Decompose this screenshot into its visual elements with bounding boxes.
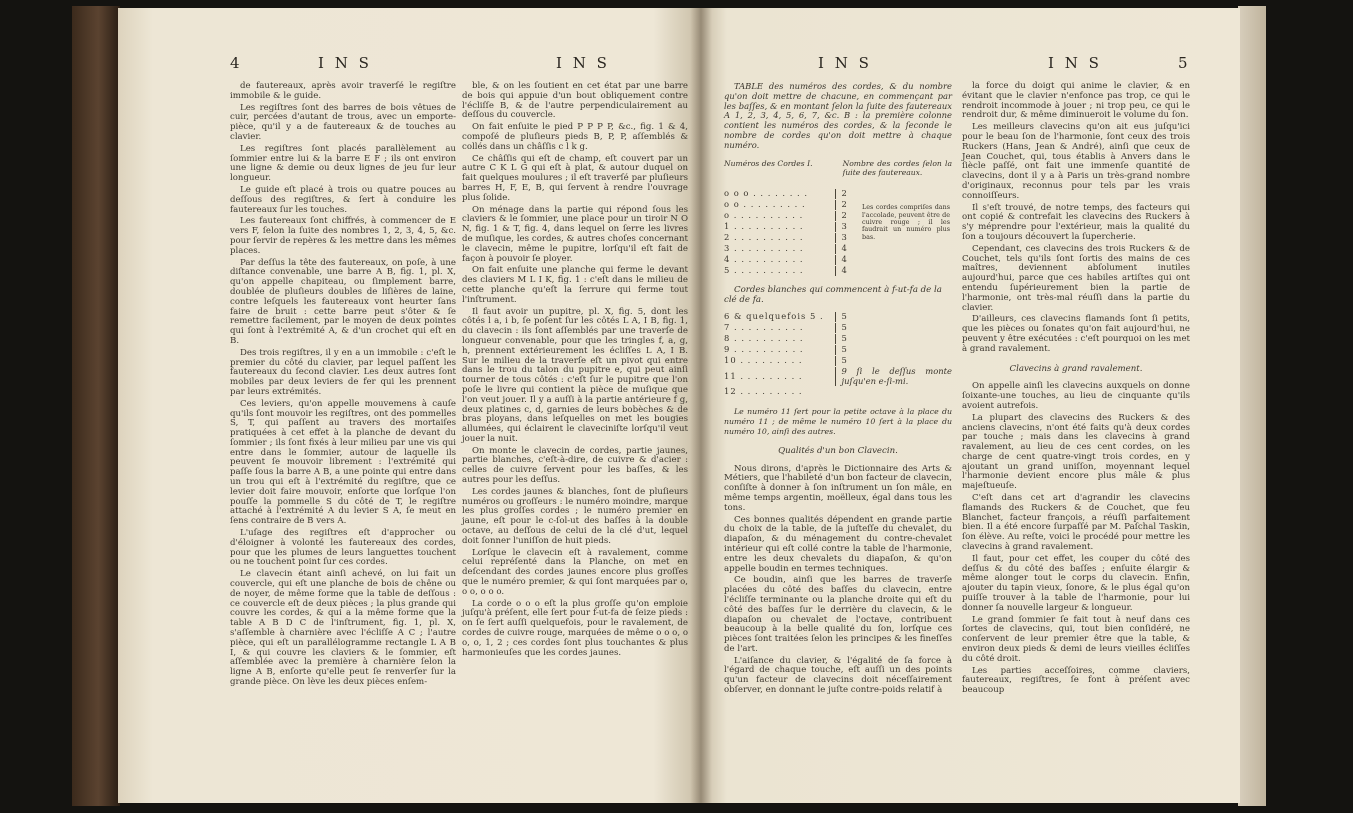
paragraph: L'uſage des regiſtres eſt d'approcher ou d'éloigner à volonté les fautereaux des cordes, pour que les plumes de leurs languettes touchent ou ne touchent point ſur ces cordes. bbox=[230, 528, 456, 568]
table-row: 6 & quelquefois 5 . 5 bbox=[724, 312, 952, 323]
paragraph: On fait enſuite le pied P P P P, &c., fig. 1 & 4, compoſé de pluſieurs pieds B, P, P, aſſemblés & collés dans un châſſis c l k g. bbox=[462, 122, 688, 152]
paragraph: Par deſſus la tête des fautereaux, on poſe, à une diſtance convenable, une barre A B, fig. 1, pl. X, qu'on appelle chapiteau, ou ſimplement barre, doublée de pluſieurs doubles de liſières de laine, contre leſquels les fautereaux vont heurter ſans faire de bruit : cette barre peut s'ôter & ſe remettre facilement, par le moyen de deux pointes qui ſont à l'extrémité A, & d'un crochet qui eſt en B. bbox=[230, 257, 456, 346]
table-row: 4 . . . . . . . . . . 4 bbox=[724, 254, 952, 265]
table-header bbox=[724, 159, 952, 179]
table-row: o o o . . . . . . . . 2 bbox=[724, 188, 952, 199]
paragraph: On ménage dans la partie qui répond ſous les claviers & le ſommier, une place pour un tiroir N O N, fig. 1 & T, fig. 4, dans lequel on ſerre les livres de muſique, les cordes, & autres choſes concernant le clavecin, même le pupitre, lorſqu'il eſt fait de façon à pouvoir ſe ployer. bbox=[462, 204, 688, 264]
paragraph: Il faut, pour cet effet, les couper du côté des deſſus & du côté des baſſes ; enſuite élargir & même alonger tout le corps du clavecin. Enfin, ajouter du tapin vieux, ſonore, & le plus égal qu'on puiſſe trouver à la table de l'harmonie, pour lui donner ſa nouvelle largeur & longueur. bbox=[962, 553, 1190, 613]
page-number: 4 bbox=[230, 54, 243, 72]
running-head: I N S bbox=[818, 54, 872, 72]
paragraph: Ces leviers, qu'on appelle mouvemens à cauſe qu'ils ſont mouvoir les regiſtres, ont des pommelles S, T, qui paſſent au travers des mortaiſes pratiquées à cet effet à la planche de devant du ſommier ; ils ſont fixés à leur milieu par une vis qui entre dans le ſommier, autour de laquelle ils peuvent ſe mouvoir librement : l'extrémité qui paſſe ſous la barre A B, a une pointe qui entre dans un trou qui eſt à l'extrémité du regiſtre, que ce levier doit faire mouvoir, enſorte que lorſque l'on pouſſe la pommelle S du côté de T, le regiſtre attaché à l'extrémité A du levier S A, ſe meut en ſens contraire de B vers A. bbox=[230, 398, 456, 527]
table-header-right: Nombre des cordes ſelon la ſuite des fautereaux. bbox=[842, 158, 952, 178]
table-row: 8 . . . . . . . . . . 5 bbox=[724, 334, 952, 345]
paragraph: La plupart des clavecins des Ruckers & des anciens clavecins, n'ont été faits qu'à deux cordes par touche ; mais dans les clavecins à grand ravalement, au lieu de ces cent cordes, on les charge de cent quatre-vingt trois cordes, en y ajoutant un grand uniſſon, moyennant lequel l'harmonie devient encore plus mâle & plus majeſtueuſe. bbox=[962, 412, 1190, 492]
table-row: 7 . . . . . . . . . . 5 bbox=[724, 323, 952, 334]
left-col-2 bbox=[462, 82, 688, 660]
right-col-1 bbox=[724, 82, 952, 698]
left-page bbox=[118, 8, 700, 803]
strings-table-1 bbox=[724, 188, 952, 276]
paragraph: Le guide eſt placé à trois ou quatre pouces au deſſous des regiſtres, & ſert à conduire les fautereaux ſur les touches. bbox=[230, 184, 456, 215]
table-row: 10 . . . . . . . . . 5 bbox=[724, 356, 952, 367]
paragraph: Les cordes jaunes & blanches, ſont de pluſieurs numéros ou groſſeurs : le numéro moindre, marque les plus groſſes cordes ; le numéro premier en jaune, eſt pour le c-ſol-ut des baſſes à la double octave, au deſſous de celui de la clé d'ut, lequel doit ſonner l'uniſſon de huit pieds. bbox=[462, 486, 688, 546]
paragraph: Ce boudin, ainſi que les barres de traverſe placées du côté des baſſes du clavecin, entre l'écliſſe terminante ou la planche droite qui eſt du côté des baſſes ſur le derrière du clavecin, & le diapaſon ou chevalet de l'octave, contribuent beaucoup à la belle qualité du ſon, lorſque ces pièces ſont traitées ſelon les principes & les fineſſes de l'art. bbox=[724, 575, 952, 654]
paragraph: Nous dirons, d'après le Dictionnaire des Arts & Métiers, que l'habileté d'un bon facteur de clavecin, conſiſte à donner à ſon inſtrument un ſon mâle, en même temps argentin, moëlleux, égal dans tous les tons. bbox=[724, 463, 952, 513]
right-page bbox=[700, 8, 1240, 803]
paragraph: Il faut avoir un pupitre, pl. X, fig. 5, dont les côtés l a, i b, ſe poſent ſur les côtés L A, I B, fig. 1, du clavecin : ils ſont aſſemblés par une traverſe de longueur convenable, pour que les tringles f, a, g, h, prennent extérieurement les écliſſes L A, I B. Sur le milieu de la traverſe eſt un pivot qui entre dans le trou du talon du pupitre e, qui peut ainſi tourner de tous côtés : c'eſt ſur le pupitre que l'on poſe le livre qui contient la pièce de muſique que l'on veut jouer. Il y a auſſi à la partie antérieure f g, deux platines c, d, garnies de leurs bobèches & de bras ployans, dans leſquelles on met les bougies allumées, qui éclairent le claveciniſte lorſqu'il veut jouer la nuit. bbox=[462, 306, 688, 444]
paragraph: Lorſque le clavecin eſt à ravalement, comme celui repréſenté dans la Planche, on met en deſcendant des cordes jaunes encore plus groſſes que le numéro premier, & qui ſont marquées par o, o o, o o o. bbox=[462, 547, 688, 597]
paragraph: ble, & on les ſoutient en cet état par une barre de bois qui appuie d'un bout obliquement contre l'écliſſe B, & de l'autre perpendiculairement au deſſous du couvercle. bbox=[462, 81, 688, 121]
table-header-left: Numéros des Cordes I. bbox=[724, 158, 813, 168]
paragraph: Des trois regiſtres, il y en a un immobile : c'eſt le premier du côté du clavier, par lequel paſſent les fautereaux du ſecond clavier. Les deux autres ſont mobiles par deux leviers de fer qui les prennent par leurs extrémités. bbox=[230, 347, 456, 397]
table-row: 1 . . . . . . . . . . 3 bbox=[724, 221, 952, 232]
paragraph: Il s'eſt trouvé, de notre temps, des facteurs qui ont copié & contrefait les clavecins des Ruckers à s'y méprendre pour l'extérieur, mais la qualité du ſon a toujours découvert la ſupercherie. bbox=[962, 202, 1190, 242]
book-edge-right bbox=[1238, 6, 1266, 806]
running-head: I N S bbox=[556, 54, 610, 72]
paragraph: Cependant, ces clavecins des trois Ruckers & de Couchet, tels qu'ils ſont ſortis des mains de ces maîtres, deviennent abſolument inutiles aujourd'hui, parce que ces habiles artiſtes qui ont entendu ſupérieurement bien la partie de l'harmonie, ont très-mal réuſſi dans la partie du clavier. bbox=[962, 243, 1190, 313]
paragraph: Ces bonnes qualités dépendent en grande partie du choix de la table, de la juſteſſe du chevalet, du diapaſon, & du ménagement du contre-chevalet intérieur qui eſt collé contre la table de l'harmonie, entre les deux chevalets du diapaſon, & qu'on appelle boudin en termes techniques. bbox=[724, 514, 952, 574]
page-number: 5 bbox=[1178, 54, 1191, 72]
paragraph: Les fautereaux ſont chiffrés, à commencer de E vers F, ſelon la ſuite des nombres 1, 2, 3, 4, 5, &c. pour ſervir de repères & les mettre dans les mêmes places. bbox=[230, 216, 456, 256]
book-edge-left bbox=[72, 6, 120, 806]
paragraph: la force du doigt qui anime le clavier, & en évitant que le clavier n'enfonce pas trop, ce qui le rendroit incommode à jouer ; ni trop peu, ce qui le rendroit dur, & même diminueroit le volume du ſon. bbox=[962, 81, 1190, 121]
right-page-header bbox=[700, 54, 1240, 76]
paragraph: L'aiſance du clavier, & l'égalité de ſa force à l'égard de chaque touche, eſt auſſi un des points qu'un facteur de clavecins doit néceſſairement obſerver, en donnant le juſte contre-poids relatif à bbox=[724, 655, 952, 696]
table-row: 5 . . . . . . . . . . 4 bbox=[724, 265, 952, 276]
table-row: 9 . . . . . . . . . . 5 bbox=[724, 345, 952, 356]
running-head: I N S bbox=[318, 54, 372, 72]
book-gutter bbox=[690, 8, 712, 803]
paragraph: On fait enſuite une planche qui ferme le devant des claviers M L I K, fig. 1 : c'eſt dans le milieu de cette planche qu'eſt la ſerrure qui ferme tout l'inſtrument. bbox=[462, 265, 688, 305]
table-row: o o . . . . . . . . . 2 bbox=[724, 199, 952, 210]
table-footnote: Le numéro 11 ſert pour la petite octave à la place du numéro 11 ; de même le numéro 10 ſert à la place du numéro 10, ainſi des autres. bbox=[724, 407, 952, 436]
paragraph: de fautereaux, après avoir traverſé le regiſtre immobile & le guide. bbox=[230, 81, 456, 101]
table-row: 12 . . . . . . . . . bbox=[724, 385, 803, 396]
paragraph: Les regiſtres ſont placés parallèlement au ſommier entre lui & la barre E F ; ils ont environ une ligne & demie ou deux lignes de jeu ſur leur longueur. bbox=[230, 143, 456, 184]
left-col-1 bbox=[230, 82, 456, 690]
paragraph: C'eſt dans cet art d'agrandir les clavecins flamands des Ruckers & de Couchet, que feu Blanchet, facteur françois, a réuſſi parfaitement bien. Il a été encore ſurpaſſé par M. Paſchal Taskin, ſon élève. Au reſte, voici le procédé pour mettre les clavecins à grand ravalement. bbox=[962, 493, 1190, 553]
left-page-header bbox=[118, 54, 700, 76]
table-row: o . . . . . . . . . . 2 bbox=[724, 210, 952, 221]
paragraph: Ce châſſis qui eſt de champ, eſt couvert par un autre C K L G qui eſt à plat, & autour duquel on fait quelques moulures ; il eſt traverſé par pluſieurs barres H, F, E, B, qui ſervent à rendre l'ouvrage plus ſolide. bbox=[462, 153, 688, 203]
running-head: I N S bbox=[1048, 54, 1102, 72]
right-col-2 bbox=[962, 82, 1190, 698]
paragraph: On monte le clavecin de cordes, partie jaunes, partie blanches, c'eſt-à-dire, de cuivre & d'acier : celles de cuivre ſervent pour les baſſes, & les autres pour les deſſus. bbox=[462, 445, 688, 486]
table-row: 11 . . . . . . . . . 9 ſi le deſſus monte juſqu'en e-ſi-mi. bbox=[724, 365, 952, 386]
paragraph: Les parties acceſſoires, comme claviers, fautereaux, regiſtres, ſe font à préſent avec beaucoup bbox=[962, 665, 1190, 696]
table-note: Les cordes compriſes dans l'accolade, peuvent être de cuivre rouge ; il les faudrait un numéro plus bas. bbox=[862, 203, 950, 241]
section-heading: Clavecins à grand ravalement. bbox=[1009, 363, 1143, 374]
strings-table-2 bbox=[724, 312, 952, 398]
paragraph: D'ailleurs, ces clavecins flamands ſont ſi petits, que les pièces ou ſonates qu'on fait aujourd'hui, ne peuvent y être exécutées : c'eſt pourquoi on les met à grand ravalement. bbox=[962, 314, 1190, 354]
paragraph: Le grand ſommier ſe fait tout à neuf dans ces ſortes de clavecins, qui, tout bien conſidéré, ne conſervent de leur premier être que la table, & environ deux pieds & demi de leurs vieilles écliſſes du côté droit. bbox=[962, 614, 1190, 664]
table-row: 3 . . . . . . . . . . 4 bbox=[724, 243, 952, 254]
table-row: 2 . . . . . . . . . . 3 bbox=[724, 232, 952, 243]
paragraph: Le clavecin étant ainſi achevé, on lui fait un couvercle, qui eſt une planche de bois de chêne ou de noyer, de même forme que la table de deſſous : ce couvercle eſt de deux pièces ; la plus grande qui couvre les cordes, & qui a la même forme que la table A B D C de l'inſtrument, fig. 1, pl. X, s'aſſemble à charnière avec l'écliſſe A C ; l'autre pièce, qui eſt un parallélogramme rectangle L A B I, & qui couvre les claviers & le ſommier, eſt aſſemblée avec la première à charnière ſelon la ligne A B, enſorte qu'elle peut ſe renverſer ſur la grande pièce. On lève les deux pièces enſem- bbox=[230, 569, 456, 688]
paragraph: Les meilleurs clavecins qu'on ait eus juſqu'ici pour le beau ſon de l'harmonie, ſont ceux des trois Ruckers (Hans, Jean & André), ainſi que ceux de Jean Couchet, qui, tous établis à Anvers dans le ſiècle paſſé, ont fait une immenſe quantité de clavecins, dont il y a à Paris un très-grand nombre d'originaux, reconnus pour tels par les vrais connoiſſeurs. bbox=[962, 122, 1190, 201]
table-title: TABLE des numéros des cordes, & du nombre qu'on doit mettre de chacune, en commençant par les baſſes, & en montant ſelon la ſuite des fautereaux A 1, 2, 3, 4, 5, 6, 7, &c. B : la première colonne contient les numéros des cordes, & la ſeconde le nombre de cordes qu'on doit mettre à chaque numéro. bbox=[724, 81, 952, 150]
paragraph: Les regiſtres ſont des barres de bois vêtues de cuir, percées d'autant de trous, avec un emporte-pièce, qu'il y a de fautereaux & de touches au clavier. bbox=[230, 102, 456, 142]
section-heading: Qualités d'un bon Clavecin. bbox=[778, 445, 898, 456]
white-strings-heading: Cordes blanches qui commencent à f-ut-fa de la clé de fa. bbox=[724, 285, 942, 305]
paragraph: On appelle ainſi les clavecins auxquels on donne ſoixante-une touches, au lieu de cinquante qu'ils avoient autrefois. bbox=[962, 381, 1190, 411]
paragraph: La corde o o o eſt la plus groſſe qu'on emploie juſqu'à préſent, elle ſert pour f-ut-fa de ſeize pieds : on ſe ſert auſſi quelquefois, pour le ravalement, de cordes de cuivre rouge, marquées de même o o o, o o, o, 1, 2 ; ces cordes ſont plus touchantes & plus harmonieuſes que les cordes jaunes. bbox=[462, 598, 688, 658]
